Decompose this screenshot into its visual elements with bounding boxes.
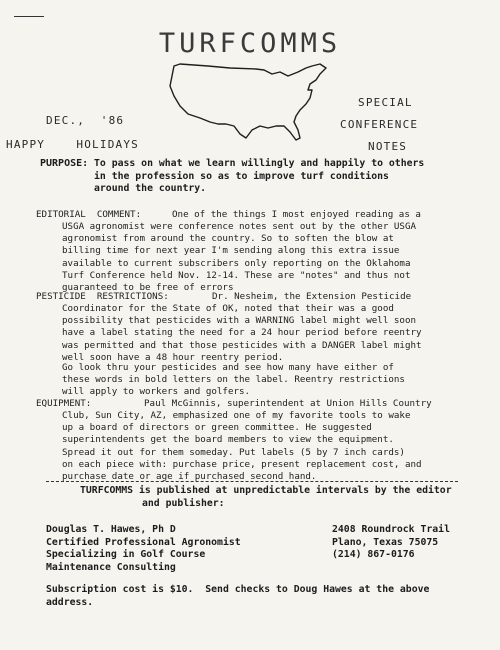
scan-speck <box>14 16 44 17</box>
editorial-first-line: One of the things I most enjoyed reading as a <box>172 209 421 220</box>
publisher-address-block: 2408 Roundrock Trail Plano, Texas 75075 (214) 867-0176 <box>332 524 450 560</box>
publisher-name-block: Douglas T. Hawes, Ph D Certified Professional Agronomist Specializing in Golf Course Maintenance Consulting <box>46 524 241 573</box>
subscription-note: Subscription cost is $10. Send checks to Doug Hawes at the above address. <box>46 584 430 608</box>
published-note: TURFCOMMS is published at unpredictable intervals by the editor and publisher: <box>80 485 452 509</box>
notes-label: NOTES <box>368 140 408 153</box>
equipment-body: Club, Sun City, AZ, emphasized one of my favorite tools to wake up a board of directors or green committee. He suggested superintendents get the board members to view the equipment. Spread it out for them someday. Put labels (5 by 7 inch cards) on each piece with: purchase price, present replacement cost, and purchase date or age if purchased second hand. <box>62 410 422 483</box>
editorial-body: USGA agronomist were conference notes sent out by the other USGA agronomist from around the country. So to soften the blow at billing time for next year I'm sending along this extra issue available to current subscribers only reporting on the Oklahoma Turf Conference held Nov. 12-14. These are "notes" and thus not guaranteed to be free of errors <box>62 221 417 294</box>
divider <box>46 481 458 482</box>
equipment-first-line: Paul McGinnis, superintendent at Union Hills Country <box>144 398 432 409</box>
pesticide-body: Coordinator for the State of OK, noted that their was a good possibility that pesticides with a WARNING label might well soon have a label stating the need for a 24 hour period before reentry was permitted and that those pesticides with a DANGER label might well soon have a 48 hour reentry period. <box>62 303 422 363</box>
conference-label: CONFERENCE <box>340 118 419 131</box>
pesticide-first-line: Dr. Nesheim, the Extension Pesticide <box>212 291 412 302</box>
purpose-label: PURPOSE: <box>40 158 89 169</box>
newsletter-title: TURFCOMMS <box>158 28 342 59</box>
editorial-label: EDITORIAL COMMENT: <box>36 209 142 220</box>
purpose-text: To pass on what we learn willingly and happily to others in the profession so as to improve turf conditions around the country. <box>94 158 425 194</box>
special-label: SPECIAL <box>358 96 413 109</box>
issue-date: DEC., '86 <box>46 114 125 127</box>
pesticide-body-2: Go look thru your pesticides and see how many have either of these words in bold letters on the label. Reentry restrictions will apply to workers and golfers. <box>62 362 405 398</box>
pesticide-label: PESTICIDE RESTRICTIONS: <box>36 291 169 302</box>
happy-holidays: HAPPY HOLIDAYS <box>6 138 139 151</box>
usa-map-outline <box>160 60 340 146</box>
equipment-label: EQUIPMENT: <box>36 398 92 409</box>
